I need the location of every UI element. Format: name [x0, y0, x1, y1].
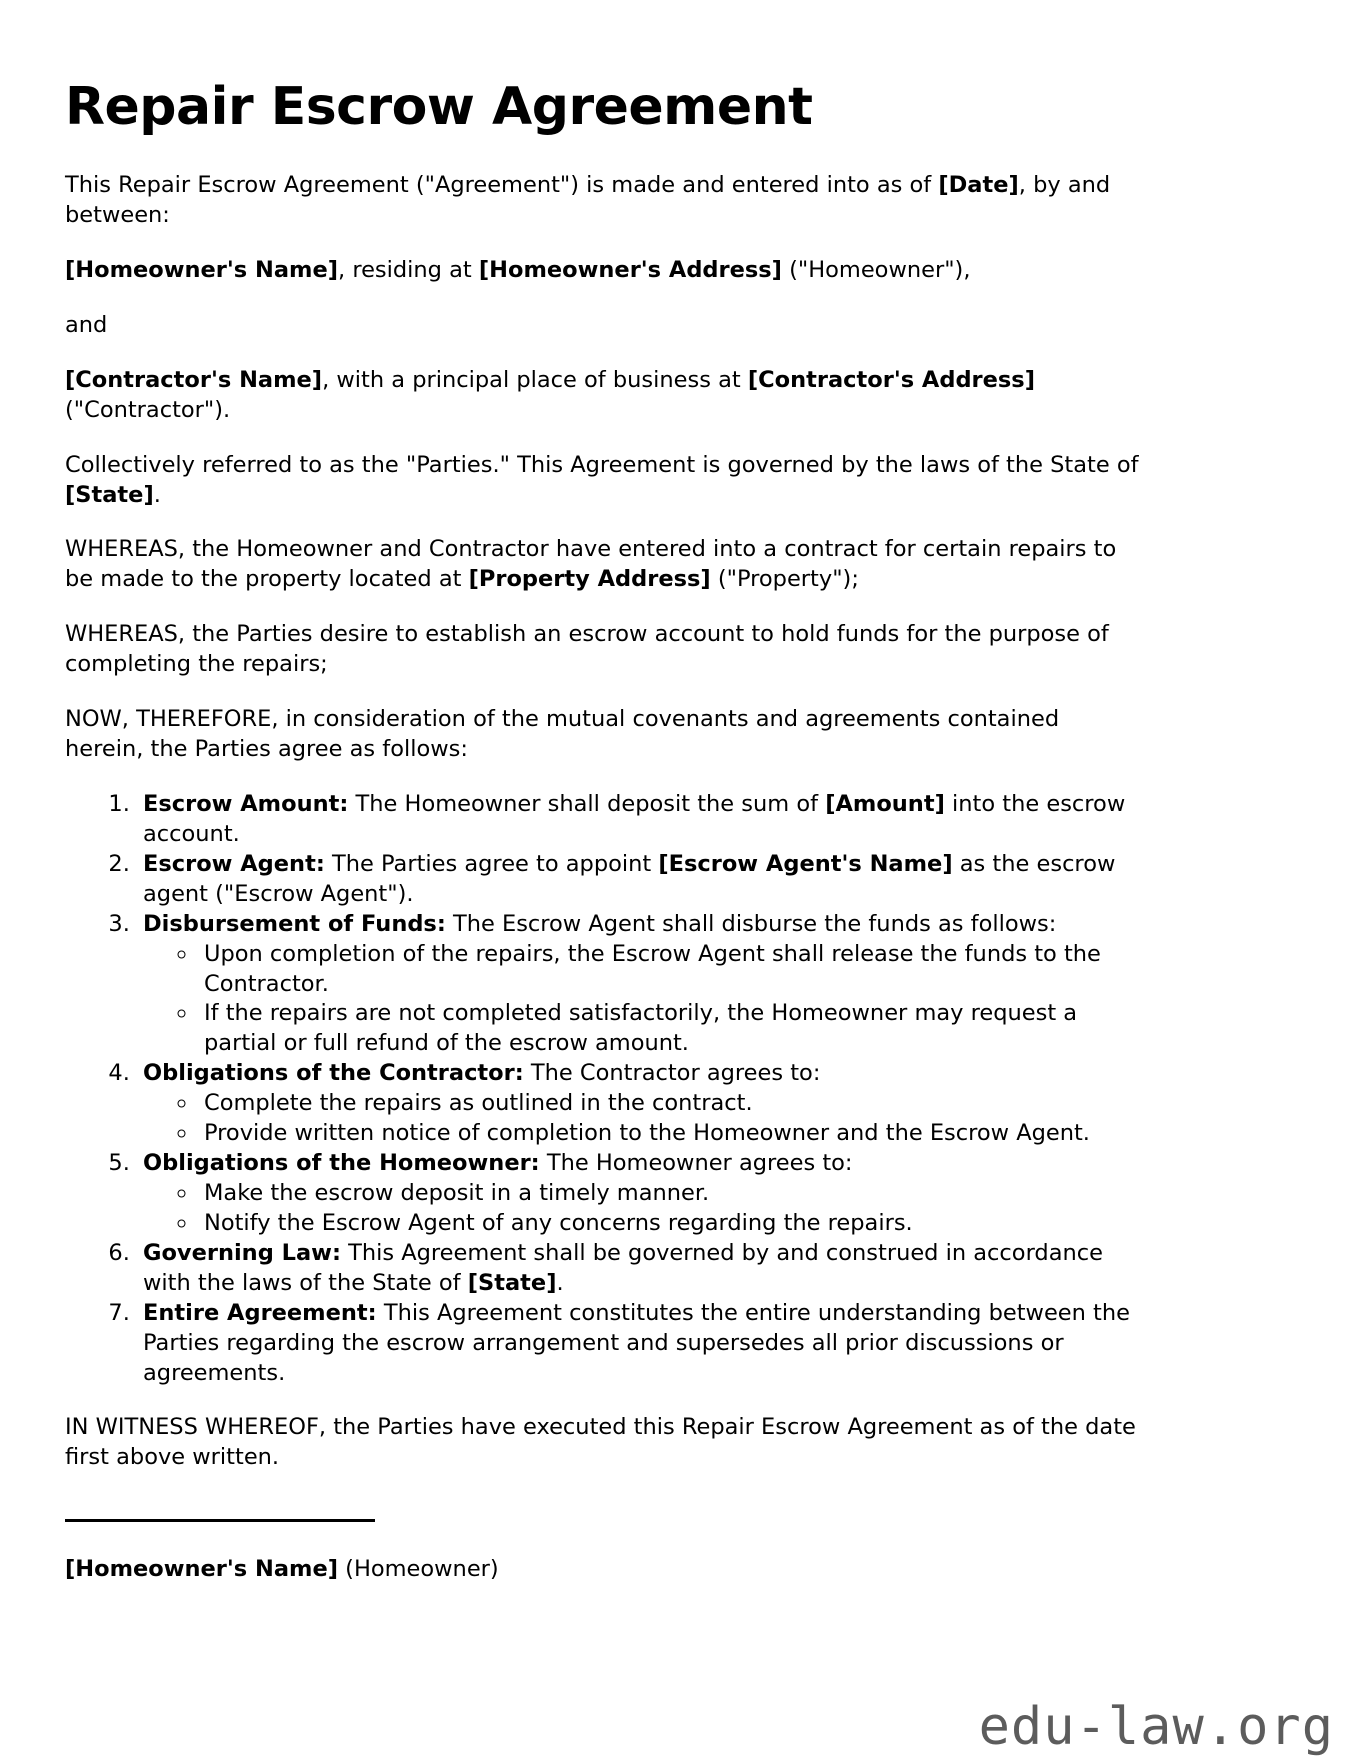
clause-placeholder: [Amount]: [825, 791, 945, 818]
homeowner-after-text: ("Homeowner"),: [781, 256, 971, 283]
intro-lead-after: , by and between:: [65, 172, 1111, 229]
clause-item: [137, 1149, 1140, 1239]
clause-placeholder: [Escrow Agent's Name]: [658, 850, 953, 877]
clause-item: [137, 850, 1140, 910]
homeowner-paragraph: [65, 256, 1140, 286]
clause-subitem: ◦ Provide written notice of completion to the Homeowner and the Escrow Agent.: [198, 1119, 1140, 1149]
contractor-address-placeholder: [Contractor's Address]: [747, 366, 1035, 393]
clause-subitem: ◦ Make the escrow deposit in a timely manner.: [198, 1179, 1140, 1209]
contractor-mid-text: , with a principal place of business at: [322, 366, 748, 393]
clause-text-before: The Parties agree to appoint: [324, 850, 659, 877]
closing-paragraph: IN WITNESS WHEREOF, the Parties have executed this Repair Escrow Agreement as of the date first above written.: [65, 1414, 1136, 1471]
clause-heading: Governing Law:: [143, 1239, 341, 1266]
clause-text-before: The Homeowner shall deposit the sum of: [348, 791, 826, 818]
clause-text-before: This Agreement constitutes the entire understanding between the Parties regarding the escrow arrangement and supersedes all prior discussions or agreements.: [143, 1299, 1130, 1386]
clause-text-after: as the escrow agent ("Escrow Agent").: [143, 850, 1116, 907]
state-placeholder: [State]: [65, 481, 154, 508]
homeowner-name-placeholder: [Homeowner's Name]: [65, 256, 339, 283]
clause-item: [137, 1059, 1140, 1149]
signature-line: [65, 1519, 375, 1522]
signature-role: (Homeowner): [338, 1556, 499, 1583]
clause-heading: Entire Agreement:: [143, 1299, 377, 1326]
clause-heading: Escrow Amount:: [143, 791, 349, 818]
clause-heading: Obligations of the Homeowner:: [143, 1150, 540, 1177]
clause-subitem: ◦ If the repairs are not completed satisfactorily, the Homeowner may request a partial or full refund of the escrow amount.: [198, 999, 1140, 1059]
clause-text-after: .: [556, 1269, 564, 1296]
clause-subitem: ◦ Notify the Escrow Agent of any concerns regarding the repairs.: [198, 1209, 1140, 1239]
page-title: Repair Escrow Agreement: [65, 77, 813, 137]
signature-caption: [65, 1555, 1140, 1584]
clause-subitem-list: [143, 1179, 1140, 1239]
clause-item: [137, 790, 1140, 850]
whereas-clause-1: [65, 535, 1140, 595]
property-address-placeholder: [Property Address]: [468, 566, 711, 593]
homeowner-address-placeholder: [Homeowner's Address]: [478, 256, 782, 283]
clause-item: [137, 1239, 1140, 1299]
signature-name-placeholder: [Homeowner's Name]: [65, 1556, 339, 1583]
contractor-paragraph: [65, 366, 1140, 426]
whereas-1-after-text: ("Property");: [710, 566, 859, 593]
whereas-clause-2: WHEREAS, the Parties desire to establish an escrow account to hold funds for the purpose of completing the repairs;: [65, 621, 1109, 678]
signature-block: [65, 1519, 1140, 1584]
contractor-name-placeholder: [Contractor's Name]: [65, 366, 323, 393]
clause-item: [137, 910, 1140, 1060]
intro-lead-before: This Repair Escrow Agreement ("Agreement") is made and entered into as of: [65, 172, 939, 199]
and-connector: and: [65, 311, 108, 338]
clause-text-before: The Escrow Agent shall disburse the funds as follows:: [445, 910, 1057, 937]
collective-before-text: Collectively referred to as the "Parties." This Agreement is governed by the laws of the State of: [65, 451, 1139, 478]
site-watermark: edu-law.org: [978, 1697, 1334, 1757]
clause-text-after: into the escrow account.: [143, 791, 1126, 847]
clause-heading: Obligations of the Contractor:: [143, 1060, 524, 1087]
clause-subitem-list: [143, 940, 1140, 1060]
clause-heading: Escrow Agent:: [143, 850, 325, 877]
now-therefore-paragraph: NOW, THEREFORE, in consideration of the mutual covenants and agreements contained herein, the Parties agree as follows:: [65, 706, 1060, 763]
clause-item: [137, 1299, 1140, 1389]
date-placeholder: [Date]: [938, 172, 1019, 199]
clause-list: [65, 790, 1140, 1388]
homeowner-mid-text: , residing at: [338, 256, 479, 283]
clause-text-before: This Agreement shall be governed by and construed in accordance with the laws of the State of: [143, 1239, 1103, 1296]
clause-text-before: The Homeowner agrees to:: [539, 1150, 853, 1177]
clause-subitem: ◦ Upon completion of the repairs, the Escrow Agent shall release the funds to the Contractor.: [198, 940, 1140, 1000]
collective-paragraph: [65, 451, 1140, 511]
collective-after-text: .: [153, 481, 161, 508]
intro-paragraph: [65, 171, 1140, 231]
clause-text-before: The Contractor agrees to:: [523, 1060, 821, 1087]
clause-subitem: ◦ Complete the repairs as outlined in the contract.: [198, 1089, 1140, 1119]
contractor-after-text: ("Contractor").: [65, 396, 231, 423]
clause-placeholder: [State]: [467, 1269, 557, 1296]
clause-subitem-list: [143, 1089, 1140, 1149]
clause-heading: Disbursement of Funds:: [143, 910, 446, 937]
whereas-1-before-text: WHEREAS, the Homeowner and Contractor have entered into a contract for certain repairs to be made to the property located at: [65, 536, 1117, 593]
